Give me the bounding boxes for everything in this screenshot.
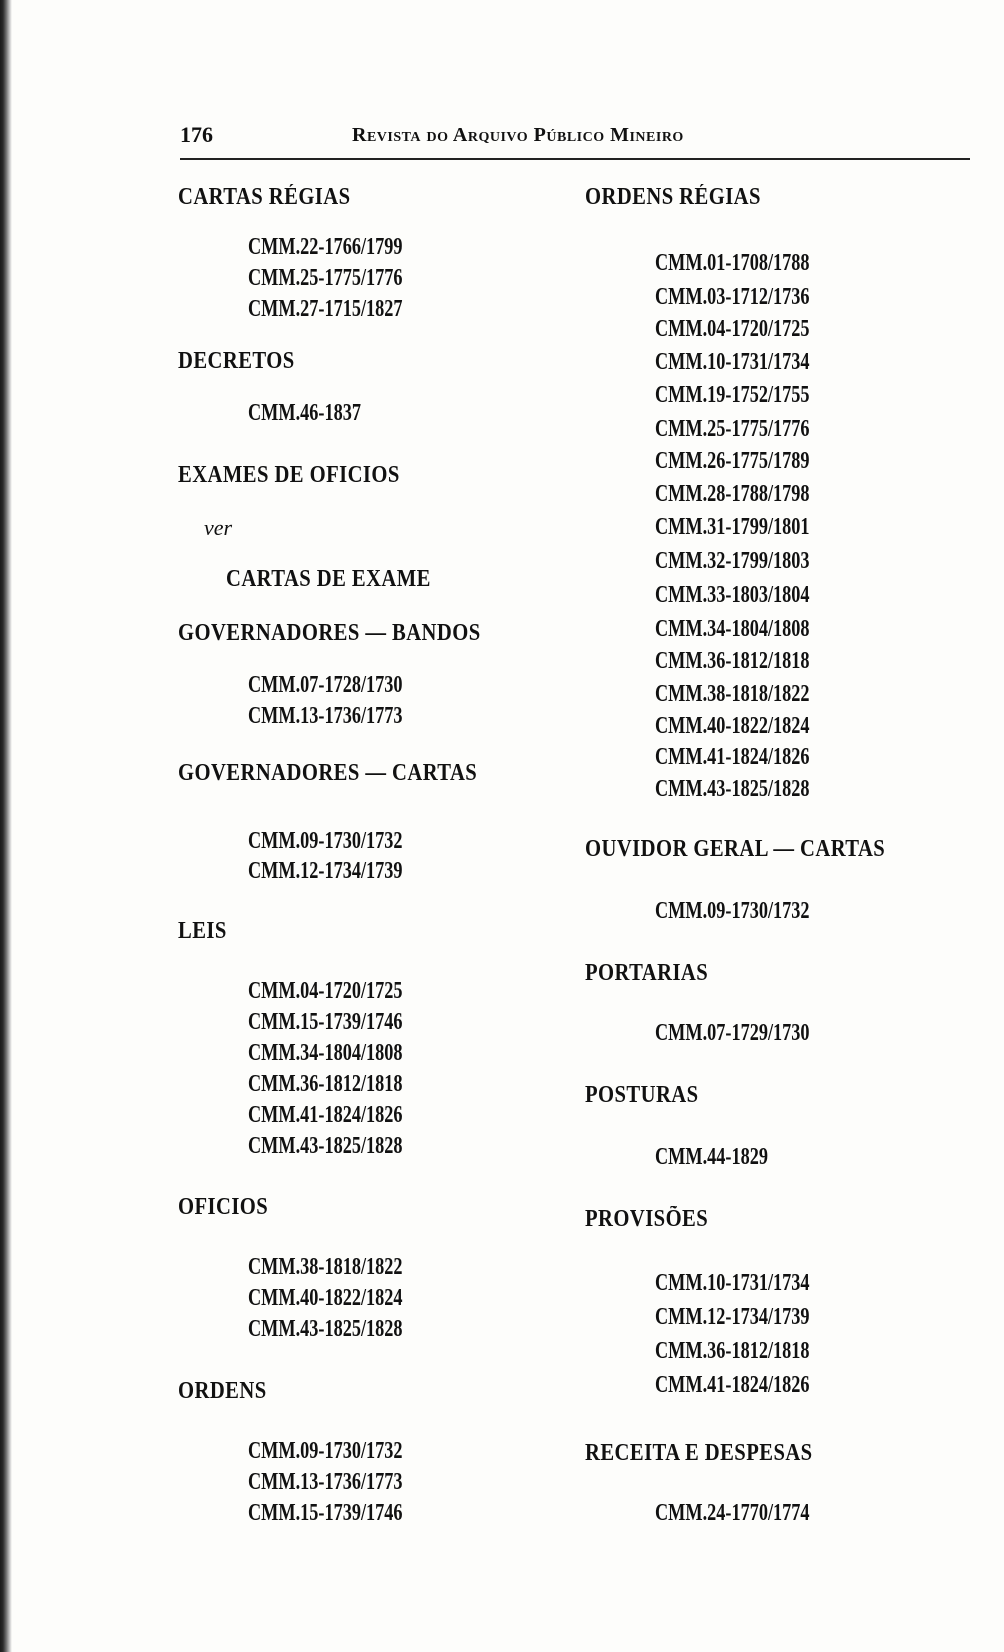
code-entry: CMM.03-1712/1736 [655,284,810,310]
heading-posturas: POSTURAS [585,1082,699,1108]
heading-ouvidor-geral-cartas: OUVIDOR GERAL — CARTAS [585,836,886,862]
code-entry: CMM.36-1812/1818 [655,648,810,674]
code-entry: CMM.41-1824/1826 [655,1372,810,1398]
code-entry: CMM.43-1825/1828 [655,776,810,802]
book-spine-shadow [0,0,12,1652]
heading-exames-de-oficios: EXAMES DE OFICIOS [178,462,400,488]
code-entry: CMM.43-1825/1828 [248,1316,403,1342]
code-entry: CMM.41-1824/1826 [248,1102,403,1128]
code-entry: CMM.40-1822/1824 [655,713,810,739]
code-entry: CMM.33-1803/1804 [655,582,810,608]
code-entry: CMM.34-1804/1808 [655,616,810,642]
code-entry: CMM.09-1730/1732 [248,828,403,854]
code-entry: CMM.36-1812/1818 [248,1071,403,1097]
code-entry: CMM.26-1775/1789 [655,448,810,474]
code-entry: CMM.36-1812/1818 [655,1338,810,1364]
heading-decretos: DECRETOS [178,348,295,374]
heading-ordens: ORDENS [178,1378,267,1404]
code-entry: CMM.25-1775/1776 [655,416,810,442]
heading-receita-e-despesas: RECEITA E DESPESAS [585,1440,813,1466]
code-entry: CMM.31-1799/1801 [655,514,810,540]
page-header [180,118,970,160]
code-entry: CMM.12-1734/1739 [248,858,403,884]
code-entry: CMM.38-1818/1822 [248,1254,403,1280]
code-entry: CMM.25-1775/1776 [248,265,403,291]
code-entry: CMM.32-1799/1803 [655,548,810,574]
code-entry: CMM.12-1734/1739 [655,1304,810,1330]
code-entry: CMM.13-1736/1773 [248,1469,403,1495]
code-entry: CMM.07-1729/1730 [655,1020,810,1046]
page-number: 176 [180,122,213,147]
heading-ordens-regias: ORDENS RÉGIAS [585,184,761,210]
code-entry: CMM.28-1788/1798 [655,481,810,507]
heading-governadores-bandos: GOVERNADORES — BANDOS [178,620,481,646]
code-entry: CMM.13-1736/1773 [248,703,403,729]
code-entry: CMM.09-1730/1732 [655,898,810,924]
code-entry: CMM.15-1739/1746 [248,1009,403,1035]
code-entry: CMM.15-1739/1746 [248,1500,403,1526]
see-target-cartas-de-exame: CARTAS DE EXAME [226,566,431,592]
code-entry: CMM.10-1731/1734 [655,349,810,375]
see-reference: ver [204,515,233,540]
code-entry: CMM.27-1715/1827 [248,296,403,322]
code-entry: CMM.09-1730/1732 [248,1438,403,1464]
code-entry: CMM.19-1752/1755 [655,382,810,408]
heading-oficios: OFICIOS [178,1194,269,1220]
heading-governadores-cartas: GOVERNADORES — CARTAS [178,760,478,786]
heading-leis: LEIS [178,918,227,944]
code-entry: CMM.44-1829 [655,1144,768,1170]
code-entry: CMM.38-1818/1822 [655,681,810,707]
code-entry: CMM.43-1825/1828 [248,1133,403,1159]
code-entry: CMM.24-1770/1774 [655,1500,810,1526]
heading-cartas-regias: CARTAS RÉGIAS [178,184,351,210]
code-entry: CMM.41-1824/1826 [655,744,810,770]
code-entry: CMM.01-1708/1788 [655,250,810,276]
heading-provisoes: PROVISÕES [585,1206,709,1232]
code-entry: CMM.04-1720/1725 [655,316,810,342]
code-entry: CMM.34-1804/1808 [248,1040,403,1066]
code-entry: CMM.04-1720/1725 [248,978,403,1004]
heading-portarias: PORTARIAS [585,960,709,986]
code-entry: CMM.46-1837 [248,400,361,426]
code-entry: CMM.22-1766/1799 [248,234,403,260]
code-entry: CMM.10-1731/1734 [655,1270,810,1296]
running-title: Revista do Arquivo Público Mineiro [352,124,684,146]
code-entry: CMM.40-1822/1824 [248,1285,403,1311]
code-entry: CMM.07-1728/1730 [248,672,403,698]
